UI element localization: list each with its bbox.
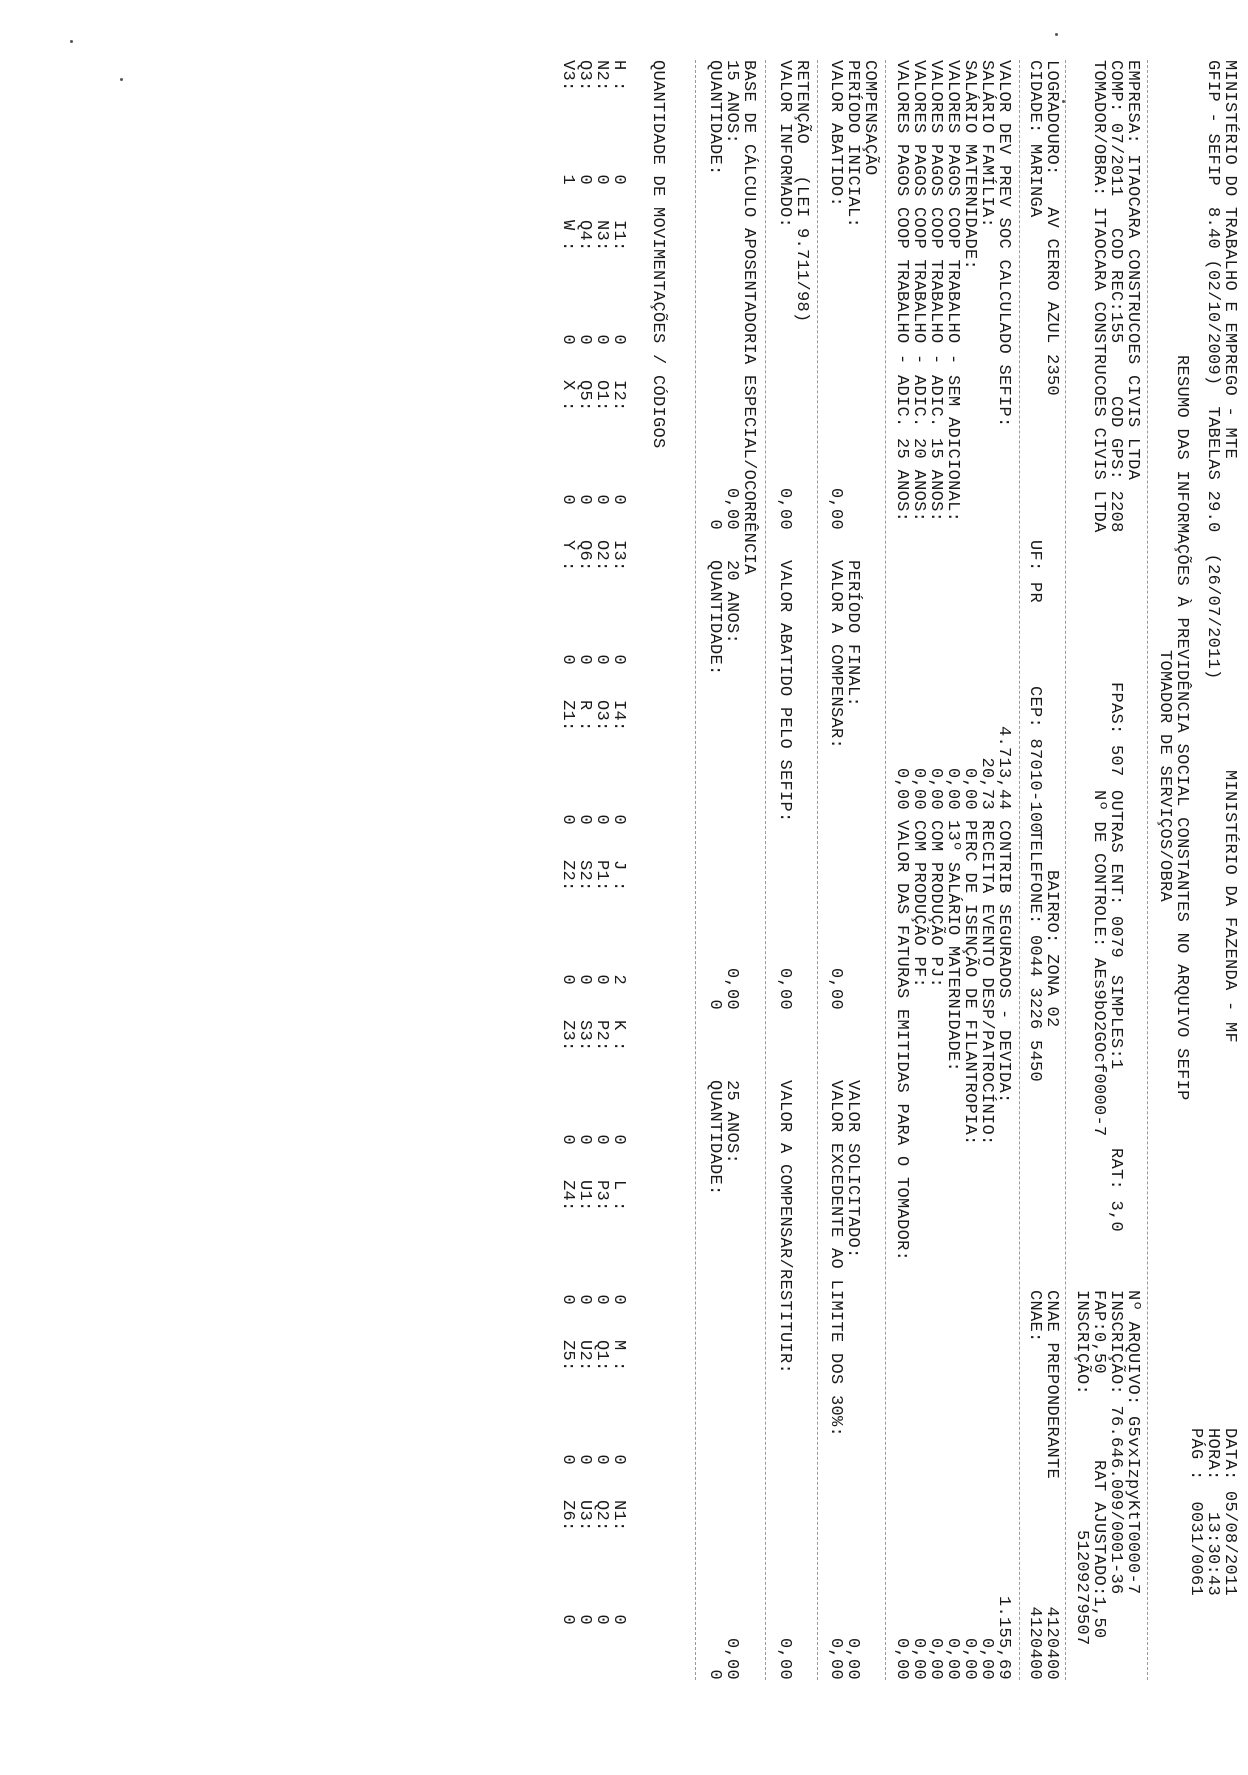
quantidade-25-label: QUANTIDADE: <box>705 1080 724 1196</box>
valor-excedente-value: 0,00 <box>826 1637 845 1680</box>
contrib-segurados-value: 1.155,69 <box>994 1595 1013 1680</box>
movement-code-label: Q4: <box>575 220 594 252</box>
coop-adic-20-value: 0,00 <box>909 767 928 810</box>
movement-code-count: 0 <box>592 1614 611 1625</box>
coop-adic-15-label: VALORES PAGOS COOP TRABALHO - ADIC. 15 ANOS: <box>926 60 945 523</box>
movement-code-label: Q2: <box>592 1500 611 1532</box>
movement-code-label: X : <box>558 380 577 412</box>
empresa-line: EMPRESA: ITAOCARA CONSTRUCOES CIVIS LTDA <box>1123 60 1142 481</box>
movement-code-label: L : <box>609 1180 628 1212</box>
movement-code-count: 0 <box>592 334 611 345</box>
movement-code-label: O2: <box>592 540 611 572</box>
movement-code-label: P3: <box>592 1180 611 1212</box>
compensacao-title: COMPENSAÇÃO <box>860 60 879 176</box>
movement-code-label: U3: <box>575 1500 594 1532</box>
movement-code-label: R : <box>575 700 594 732</box>
movement-code-label: O1: <box>592 380 611 412</box>
inscricao-empresa: INSCRIÇÃO: 76.646.009/0001-36 <box>1106 1290 1125 1595</box>
base-15-value: 0,00 <box>722 487 741 530</box>
logradouro: LOGRADOURO: AV CERRO AZUL 2350 <box>1042 60 1061 397</box>
fpas-code: FPAS: 507 <box>1106 682 1125 777</box>
movement-code-label: N2: <box>592 60 611 92</box>
movement-code-count: 0 <box>558 654 577 665</box>
faturas-tomador-value: 0,00 <box>892 1637 911 1680</box>
header-gfip-version: GFIP - SEFIP 8.40 (02/10/2009) TABELAS 29.0 (26/07/2011) <box>1203 60 1222 680</box>
movement-code-label: N3: <box>592 220 611 252</box>
valor-compensar-label: VALOR A COMPENSAR: <box>826 560 845 750</box>
retencao-title: RETENÇÃO (LEI 9.711/98) <box>792 60 811 323</box>
movement-code-count: 1 <box>558 174 577 185</box>
decimo-terceiro-label: 13º SALÁRIO MATERNIDADE: <box>943 820 962 1073</box>
movement-code-label: K : <box>609 1020 628 1052</box>
salario-familia-label: SALÁRIO FAMÍLIA: <box>977 60 996 229</box>
rat-ajustado: RAT AJUSTADO:1,50 <box>1089 1460 1108 1639</box>
movement-code-label: I4: <box>609 700 628 732</box>
movement-code-label: I3: <box>609 540 628 572</box>
valor-dev-label: VALOR DEV PREV SOC CALCULADO SEFIP: <box>994 60 1013 428</box>
comp-line: COMP: 07/2011 COD REC:155 COD GPS: 2208 <box>1106 60 1125 533</box>
coop-adic-15-value: 0,00 <box>926 767 945 810</box>
movement-code-count: 0 <box>575 494 594 505</box>
movement-code-count: 0 <box>558 334 577 345</box>
movement-code-label: W : <box>558 220 577 252</box>
valor-solicitado-value: 0,00 <box>843 1637 862 1680</box>
divider <box>885 60 886 1680</box>
movement-code-label: Q6: <box>575 540 594 572</box>
valor-restituir-value: 0,00 <box>775 1637 794 1680</box>
coop-sem-adicional-value: 0,00 <box>943 767 962 810</box>
movement-code-count: 0 <box>609 174 628 185</box>
valor-solicitado-label: VALOR SOLICITADO: <box>843 1080 862 1259</box>
quantidade-15-label: QUANTIDADE: <box>705 60 724 176</box>
valor-compensar-value: 0,00 <box>826 967 845 1010</box>
report-title: RESUMO DAS INFORMAÇÕES À PREVIDÊNCIA SOCIAL CONSTANTES NO ARQUIVO SEFIP <box>1172 355 1191 1101</box>
producao-pf-value: 0,00 <box>909 1637 928 1680</box>
decimo-terceiro-value: 0,00 <box>943 1637 962 1680</box>
perc-isencao-label: PERC DE ISENÇÃO DE FILANTROPIA: <box>960 820 979 1146</box>
valor-informado-value: 0,00 <box>775 487 794 530</box>
faturas-tomador-label: VALOR DAS FATURAS EMITIDAS PARA O TOMADOR: <box>892 820 911 1262</box>
movement-code-count: 0 <box>592 174 611 185</box>
valor-excedente-label: VALOR EXCEDENTE AO LIMITE DOS 30%: <box>826 1080 845 1438</box>
movement-code-count: 0 <box>592 1454 611 1465</box>
base-calculo-title: BASE DE CÁLCULO APOSENTADORIA ESPECIAL/OCORRÊNCIA <box>739 60 758 575</box>
movement-code-count: 0 <box>575 174 594 185</box>
movement-code-label: P2: <box>592 1020 611 1052</box>
cep: CEP: 87010-100 <box>1025 686 1044 834</box>
movement-code-label: Z1: <box>558 700 577 732</box>
inscricao-tomador-label: INSCRIÇÃO: <box>1072 1290 1091 1396</box>
movement-code-count: 0 <box>609 334 628 345</box>
movement-code-label: H : <box>609 60 628 92</box>
coop-adic-25-value: 0,00 <box>892 767 911 810</box>
movement-code-label: Z6: <box>558 1500 577 1532</box>
movement-code-count: 0 <box>575 814 594 825</box>
movement-code-label: I2: <box>609 380 628 412</box>
header-page: PÁG : 0031/0061 <box>1186 1428 1205 1597</box>
cnae-preponderante-label: CNAE PREPONDERANTE <box>1042 1290 1061 1480</box>
movement-code-label: S2: <box>575 860 594 892</box>
salario-maternidade-value: 0,00 <box>960 767 979 810</box>
movement-code-count: 0 <box>558 1134 577 1145</box>
producao-pj-label: COM PRODUÇÃO PJ: <box>926 820 945 989</box>
contrib-segurados-label: CONTRIB SEGURADOS - DEVIDA: <box>994 820 1013 1104</box>
coop-adic-20-label: VALORES PAGOS COOP TRABALHO - ADIC. 20 ANOS: <box>909 60 928 523</box>
movement-code-label: Q3: <box>575 60 594 92</box>
producao-pf-label: COM PRODUÇÃO PF: <box>909 820 928 989</box>
rat-value: RAT: 3,0 <box>1106 1148 1125 1233</box>
movement-code-count: 0 <box>609 654 628 665</box>
movement-code-count: 0 <box>575 974 594 985</box>
perc-isencao-value: 0,00 <box>960 1637 979 1680</box>
movement-code-label: O3: <box>592 700 611 732</box>
movement-code-count: 0 <box>575 1134 594 1145</box>
movement-code-label: M : <box>609 1340 628 1372</box>
bairro: BAIRRO: ZONA 02 <box>1042 870 1061 1028</box>
cnae-label: CNAE: <box>1025 1290 1044 1343</box>
divider <box>1147 60 1148 1680</box>
quantidade-20-label: QUANTIDADE: <box>705 560 724 676</box>
header-date: DATA: 05/08/2011 <box>1220 1428 1239 1597</box>
quantidade-25-value: 0 <box>705 1669 724 1680</box>
valor-abatido-label: VALOR ABATIDO: <box>826 60 845 208</box>
valor-restituir-label: VALOR A COMPENSAR/RESTITUIR: <box>775 1080 794 1375</box>
movement-code-count: 0 <box>575 1294 594 1305</box>
uf: UF: PR <box>1025 540 1044 604</box>
divider <box>1019 60 1020 1680</box>
movement-code-count: 0 <box>558 1294 577 1305</box>
simples-flag: SIMPLES:1 <box>1106 975 1125 1070</box>
report-subtitle: TOMADOR DE SERVIÇOS/OBRA <box>1155 650 1174 903</box>
movement-code-count: 0 <box>609 814 628 825</box>
arquivo-number: Nº ARQUIVO: G5vxIzpyKtT0000-7 <box>1123 1290 1142 1595</box>
movement-code-label: U2: <box>575 1340 594 1372</box>
divider <box>765 60 766 1680</box>
periodo-final: PERÍODO FINAL: <box>843 560 862 708</box>
movement-code-label: I1: <box>609 220 628 252</box>
movimentacoes-title: QUANTIDADE DE MOVIMENTAÇÕES / CÓDIGOS <box>648 60 667 449</box>
movement-code-count: 0 <box>558 494 577 505</box>
periodo-inicial: PERÍODO INICIAL: <box>843 60 862 229</box>
movement-code-count: 0 <box>609 1294 628 1305</box>
movement-code-label: U1: <box>575 1180 594 1212</box>
quantidade-15-value: 0 <box>705 519 724 530</box>
divider <box>817 60 818 1680</box>
header-time: HORA: 13:30:43 <box>1203 1428 1222 1597</box>
movement-code-count: 0 <box>558 1454 577 1465</box>
cidade: CIDADE: MARINGA <box>1025 60 1044 218</box>
quantidade-20-value: 0 <box>705 999 724 1010</box>
movement-code-count: 0 <box>575 654 594 665</box>
inscricao-tomador-value: 51209279507 <box>1072 1530 1091 1646</box>
numero-controle: Nº DE CONTROLE: AEs9bO2GOcf0000-7 <box>1089 790 1108 1137</box>
outras-entidades: OUTRAS ENT: 0079 <box>1106 790 1125 959</box>
coop-sem-adicional-label: VALORES PAGOS COOP TRABALHO - SEM ADICIONAL: <box>943 60 962 523</box>
salario-maternidade-label: SALÁRIO MATERNIDADE: <box>960 60 979 271</box>
movement-code-count: 0 <box>592 814 611 825</box>
valor-abatido-value: 0,00 <box>826 487 845 530</box>
coop-adic-25-label: VALORES PAGOS COOP TRABALHO - ADIC. 25 ANOS: <box>892 60 911 523</box>
valor-informado-label: VALOR INFORMADO: <box>775 60 794 229</box>
movement-code-label: S3: <box>575 1020 594 1052</box>
telefone: TELEFONE: 0044 3226 5450 <box>1025 830 1044 1083</box>
base-25-value: 0,00 <box>722 1637 741 1680</box>
movement-code-count: 0 <box>575 1454 594 1465</box>
base-15-label: 15 ANOS: <box>722 60 741 145</box>
divider <box>1065 60 1066 1680</box>
movement-code-count: 0 <box>609 494 628 505</box>
valor-dev-value: 4.713,44 <box>994 725 1013 810</box>
movement-code-count: 0 <box>592 974 611 985</box>
base-25-label: 25 ANOS: <box>722 1080 741 1165</box>
movement-code-count: 0 <box>575 334 594 345</box>
movement-code-count: 0 <box>592 654 611 665</box>
movement-code-label: Q1: <box>592 1340 611 1372</box>
movement-code-label: Q5: <box>575 380 594 412</box>
movement-code-label: Z2: <box>558 860 577 892</box>
tomador-line: TOMADOR/OBRA: ITAOCARA CONSTRUCOES CIVIS LTDA <box>1089 60 1108 533</box>
receita-evento-value: 0,00 <box>977 1637 996 1680</box>
movement-code-count: 0 <box>592 1294 611 1305</box>
valor-abatido-sefip-value: 0,00 <box>775 967 794 1010</box>
fap-value: FAP:0,50 <box>1089 1290 1108 1375</box>
movement-code-label: Z3: <box>558 1020 577 1052</box>
producao-pj-value: 0,00 <box>926 1637 945 1680</box>
movement-code-count: 2 <box>609 974 628 985</box>
base-20-label: 20 ANOS: <box>722 560 741 645</box>
cnae-value: 4120400 <box>1025 1606 1044 1680</box>
header-ministry-mf: MINISTÉRIO DA FAZENDA - MF <box>1220 770 1239 1044</box>
cnae-preponderante-value: 4120400 <box>1042 1606 1061 1680</box>
movement-code-count: 0 <box>558 1614 577 1625</box>
movement-code-label: N1: <box>609 1500 628 1532</box>
movement-code-count: 0 <box>592 1134 611 1145</box>
receita-evento-label: RECEITA EVENTO DESP/PATROCÍNIO: <box>977 820 996 1146</box>
movement-code-label: Y : <box>558 540 577 572</box>
divider <box>695 60 696 1680</box>
movement-code-count: 0 <box>558 974 577 985</box>
movement-code-count: 0 <box>609 1614 628 1625</box>
movement-code-label: J : <box>609 860 628 892</box>
movement-code-count: 0 <box>575 1614 594 1625</box>
movement-code-count: 0 <box>592 494 611 505</box>
header-ministry-mte: MINISTÉRIO DO TRABALHO E EMPREGO - MTE <box>1220 60 1239 460</box>
movement-code-label: Z4: <box>558 1180 577 1212</box>
base-20-value: 0,00 <box>722 967 741 1010</box>
movement-code-count: 0 <box>609 1134 628 1145</box>
valor-abatido-sefip-label: VALOR ABATIDO PELO SEFIP: <box>775 560 794 823</box>
movement-code-label: Z5: <box>558 1340 577 1372</box>
salario-familia-value: 20,73 <box>977 757 996 810</box>
movement-code-label: V3: <box>558 60 577 92</box>
movement-code-count: 0 <box>609 1454 628 1465</box>
movement-code-count: 0 <box>558 814 577 825</box>
movement-code-label: P1: <box>592 860 611 892</box>
